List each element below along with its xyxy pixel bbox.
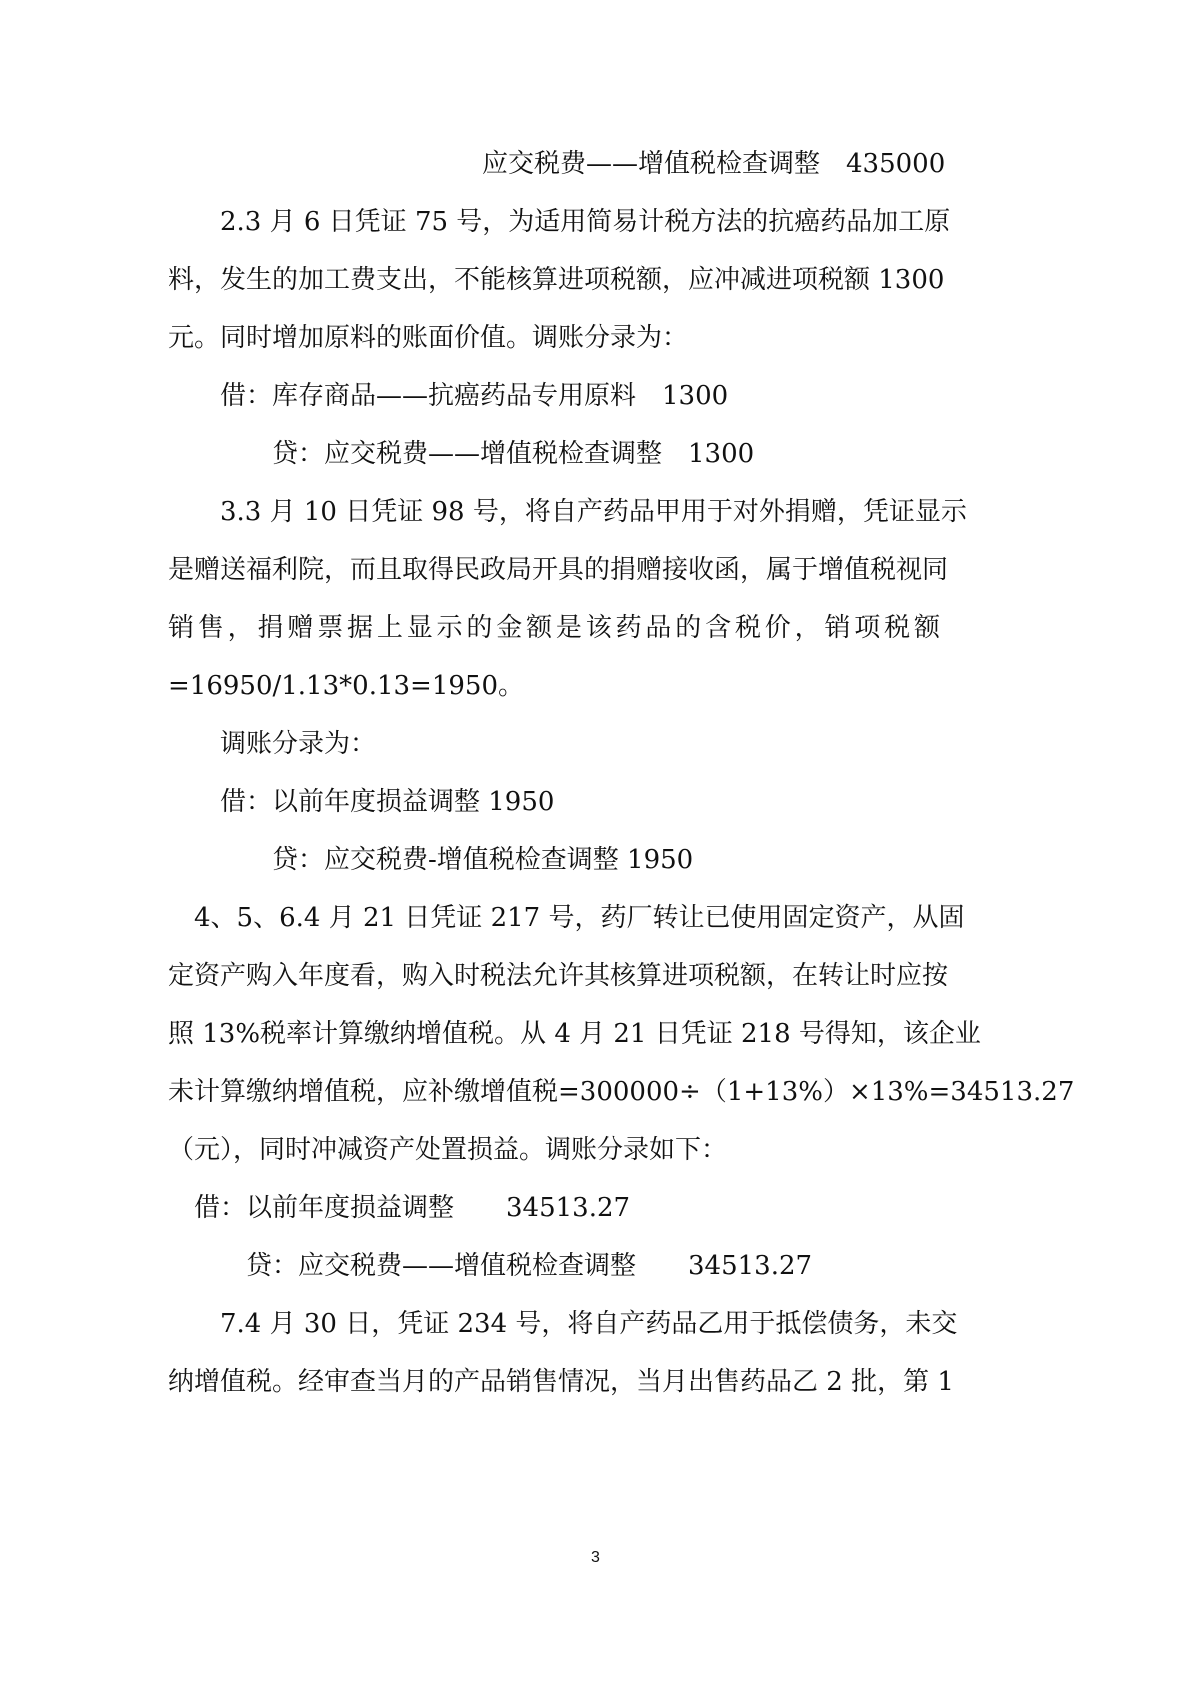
text-line: 定资产购入年度看，购入时税法允许其核算进项税额，在转让时应按 [168,961,949,991]
text-line: 借：以前年度损益调整 1950 [220,787,555,817]
text-line: 销售，捐赠票据上显示的金额是该药品的含税价，销项税额 [168,613,940,643]
page-number: 3 [591,1549,600,1566]
text-line: 应交税费——增值税检查调整 435000 [482,149,946,179]
text-line: 是赠送福利院，而且取得民政局开具的捐赠接收函，属于增值税视同 [168,555,949,585]
text-line: 贷：应交税费——增值税检查调整 1300 [272,439,755,469]
text-line: 2.3 月 6 日凭证 75 号，为适用简易计税方法的抗癌药品加工原 [220,207,951,237]
text-line: 纳增值税。经审查当月的产品销售情况，当月出售药品乙 2 批，第 1 [168,1367,954,1397]
text-line: 3.3 月 10 日凭证 98 号，将自产药品甲用于对外捐赠，凭证显示 [220,497,967,527]
text-line: （元），同时冲减资产处置损益。调账分录如下： [168,1135,728,1165]
text-line: =16950/1.13*0.13=1950。 [168,671,524,701]
text-line: 贷：应交税费——增值税检查调整 34513.27 [246,1251,813,1281]
text-line: 调账分录为： [220,729,377,759]
text-line: 料，发生的加工费支出，不能核算进项税额，应冲减进项税额 1300 [168,265,945,295]
text-line: 7.4 月 30 日，凭证 234 号，将自产药品乙用于抵偿债务，未交 [220,1309,958,1339]
text-line: 4、5、6.4 月 21 日凭证 217 号，药厂转让已使用固定资产，从固 [194,903,965,933]
text-line: 未计算缴纳增值税，应补缴增值税=300000÷（1+13%）×13%=34513.27 [168,1077,1075,1107]
text-line: 照 13%税率计算缴纳增值税。从 4 月 21 日凭证 218 号得知，该企业 [168,1019,981,1049]
text-line: 借：以前年度损益调整 34513.27 [194,1193,631,1223]
text-line: 元。同时增加原料的账面价值。调账分录为： [168,323,689,353]
text-line: 借：库存商品——抗癌药品专用原料 1300 [220,381,729,411]
text-line: 贷：应交税费-增值税检查调整 1950 [272,845,694,875]
